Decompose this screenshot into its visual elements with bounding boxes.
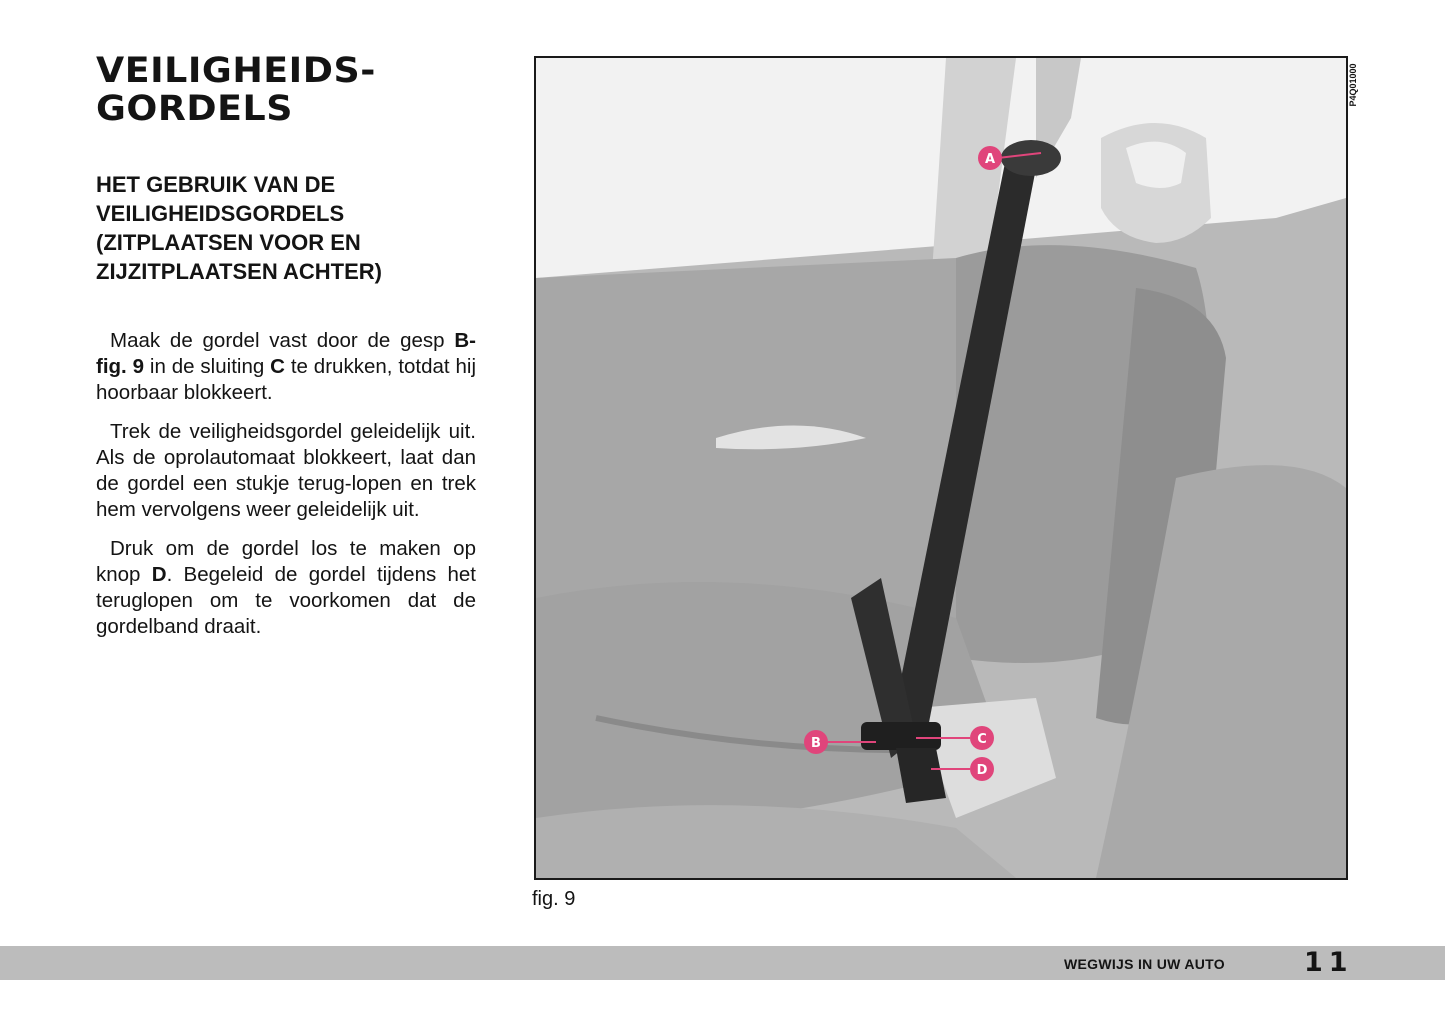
section-subtitle — [96, 170, 476, 286]
title-line-1: VEILIGHEIDS- — [96, 51, 376, 91]
title-line-2: GORDELS — [96, 89, 293, 129]
footer-section-title: WEGWIJS IN UW AUTO — [1064, 956, 1225, 972]
marker-b-label: B — [811, 736, 821, 751]
seatbelt-illustration — [536, 58, 1346, 878]
subtitle-line-3: (ZITPLAATSEN VOOR EN — [96, 230, 361, 255]
marker-c-label: C — [977, 732, 987, 747]
subtitle-line-1: HET GEBRUIK VAN DE — [96, 172, 336, 197]
marker-c — [970, 726, 994, 750]
paragraph-fasten — [96, 328, 476, 406]
seatbelt-figure — [534, 56, 1348, 880]
footer-bar — [0, 946, 1445, 980]
paragraph-pull: Trek de veiligheidsgordel geleidelijk uit. Als de oprolautomaat blokkeert, laat dan de gordel een stukje terug-lopen en trek hem vervolgens weer geleidelijk uit. — [96, 420, 476, 521]
p1-text-a: Maak de gordel vast door de gesp — [110, 329, 455, 352]
paragraph-release — [96, 536, 476, 640]
figure-caption: fig. 9 — [532, 888, 576, 910]
p3-text-c: . Begeleid de gordel tijdens het teruglopen om te voorkomen dat de gordelband draait. — [96, 563, 476, 638]
upper-anchor — [1001, 140, 1061, 176]
figure-code — [1343, 55, 1363, 115]
marker-b — [804, 730, 828, 754]
p3-text-a: Druk om de gordel los te maken op knop — [96, 537, 476, 586]
subtitle-line-4: ZIJZITPLAATSEN ACHTER) — [96, 259, 382, 284]
p1-text-c: in de sluiting — [144, 355, 271, 378]
page-number: 11 — [1304, 947, 1354, 978]
page-title — [96, 52, 376, 128]
p1-ref-c: C — [270, 355, 285, 378]
marker-d-label: D — [976, 763, 988, 778]
belt-tongue — [861, 722, 941, 750]
p3-ref-d: D — [151, 563, 167, 586]
marker-d — [970, 757, 994, 781]
figure-code-text: P4Q01000 — [1348, 63, 1358, 107]
p1-figure-ref: B-fig. 9 — [96, 329, 476, 378]
marker-a — [978, 146, 1002, 170]
p1-text-e: te drukken, totdat hij hoorbaar blokkeert. — [96, 355, 477, 404]
body-text — [96, 328, 476, 653]
subtitle-line-2: VEILIGHEIDSGORDELS — [96, 201, 345, 226]
marker-a-label: A — [984, 152, 996, 167]
